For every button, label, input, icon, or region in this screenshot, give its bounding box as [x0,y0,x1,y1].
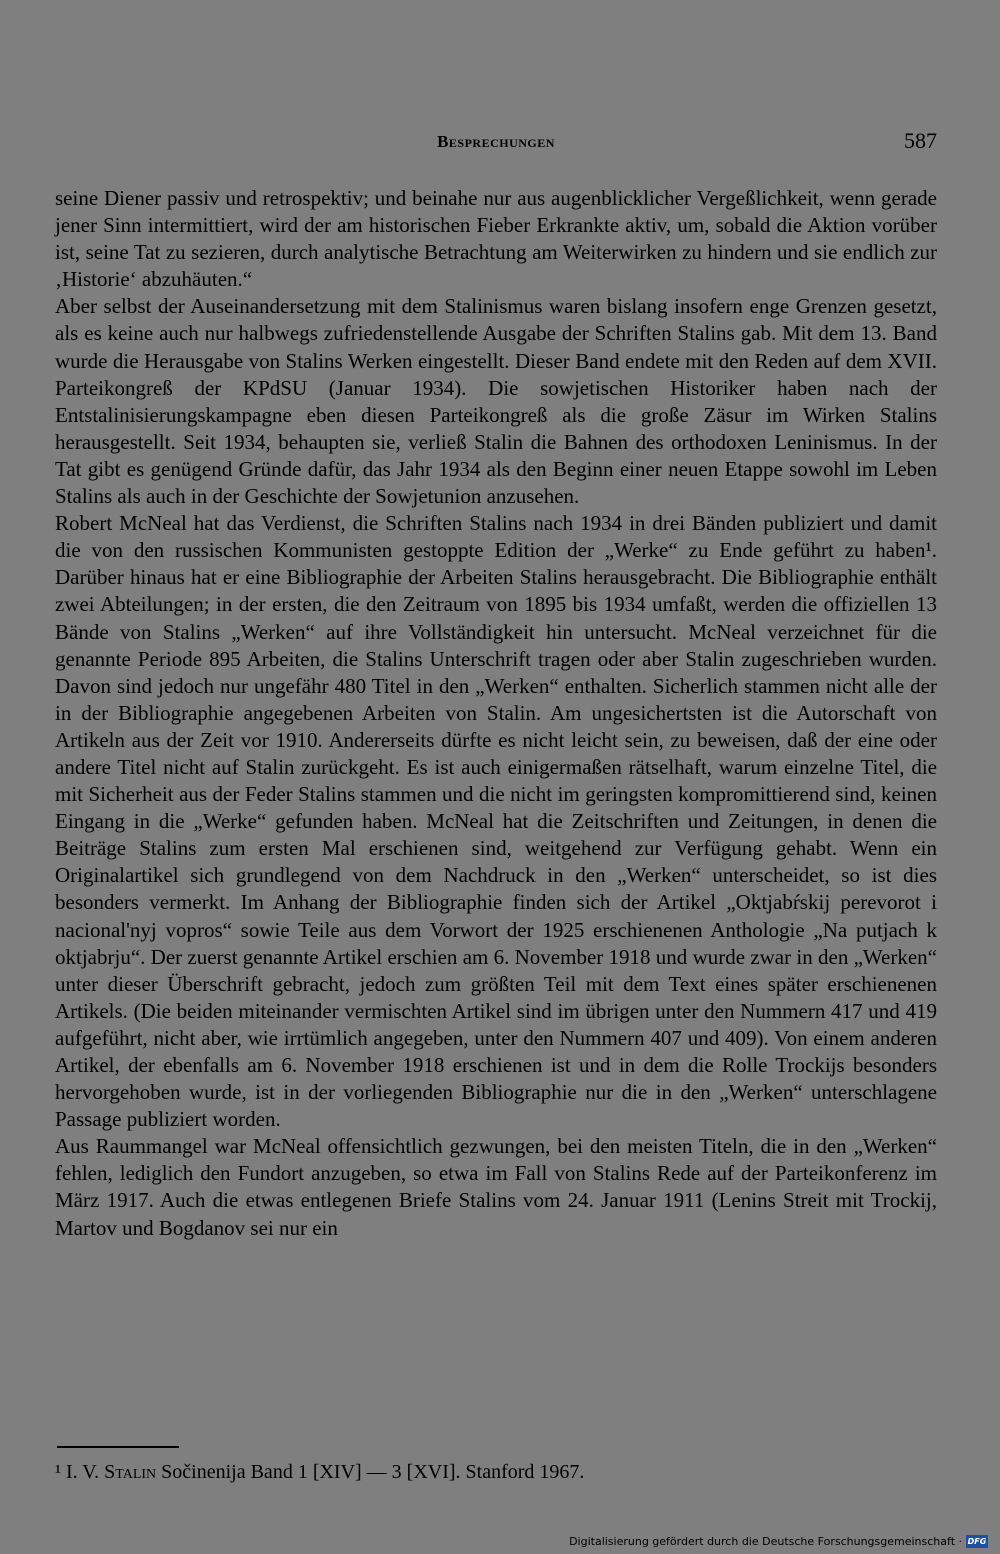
dfg-logo-icon: DFG [967,1536,987,1546]
footnote [55,1459,584,1485]
running-head: Besprechungen [437,132,555,151]
page-number: 587 [904,128,937,153]
paragraph: Aus Raummangel war McNeal offensichtlich gezwungen, bei den meisten Titeln, die in den „Werken“ fehlen, lediglich den Fundort anzugeben, so etwa im Fall von Stalins Rede auf der Parteikonferenz im März 1917. Auch die etwas entlegenen Briefe Stalins vom 24. Januar 1911 (Lenins Streit mit Trockij, Martov und Bogdanov sei nur ein [55,1134,937,1240]
paragraph: seine Diener passiv und retrospektiv; und beinahe nur aus augenblicklicher Vergeßlichkeit, wenn gerade jener Sinn intermittiert, wird der am historischen Fieber Erkrankte aktiv, um, sobald die Aktion vorüber ist, seine Tat zu sezieren, durch analytische Betrachtung am Weiterwirken zu hindern und sie endlich zur ‚Historie‘ abzuhäuten.“ [55,186,937,292]
body-text [55,185,937,1242]
digitization-watermark [569,1530,988,1552]
watermark-text: Digitalisierung gefördert durch die Deutsche Forschungsgemeinschaft · [569,1534,962,1548]
paragraph: Aber selbst der Auseinandersetzung mit dem Stalinismus waren bislang insofern enge Grenzen gesetzt, als es keine auch nur halbwegs zufriedenstellende Ausgabe der Schriften Stalins gab. Mit dem 13. Band wurde die Herausgabe von Stalins Werken eingestellt. Dieser Band endete mit den Reden auf dem XVII. Parteikongreß der KPdSU (Januar 1934). Die sowjetischen Historiker haben nach der Entstalinisierungskampagne eben diesen Parteikongreß als die große Zäsur im Wirken Stalins herausgestellt. Seit 1934, behaupten sie, verließ Stalin die Bahnen des orthodoxen Leninismus. In der Tat gibt es genügend Gründe dafür, das Jahr 1934 als den Beginn einer neuen Etappe sowohl im Leben Stalins als auch in der Geschichte der Sowjetunion anzusehen. [55,294,937,509]
page-header [55,128,937,158]
footnote-author-name: Stalin [104,1461,157,1483]
footnote-marker: ¹ [55,1461,61,1483]
paragraph: Robert McNeal hat das Verdienst, die Schriften Stalins nach 1934 in drei Bänden publiziert und damit die von den russischen Kommunisten gestoppte Edition der „Werke“ zu Ende geführt zu haben¹. Darüber hinaus hat er eine Bibliographie der Arbeiten Stalins herausgebracht. Die Bibliographie enthält zwei Abteilungen; in der ersten, die den Zeitraum von 1895 bis 1934 umfaßt, werden die offiziellen 13 Bände von Stalins „Werken“ auf ihre Vollständigkeit hin untersucht. McNeal verzeichnet für die genannte Periode 895 Arbeiten, die Stalins Unterschrift tragen oder aber Stalin zugeschrieben wurden. Davon sind jedoch nur ungefähr 480 Titel in den „Werken“ enthalten. Sicherlich stammen nicht alle der in der Bibliographie angegebenen Arbeiten von Stalin. Am ungesichertsten ist die Autorschaft von Artikeln aus der Zeit vor 1910. Andererseits dürfte es nicht leicht sein, zu beweisen, daß der eine oder andere Titel nicht auf Stalin zurückgeht. Es ist auch einigermaßen rätselhaft, warum einzelne Titel, die mit Sicherheit aus der Feder Stalins stammen und die nicht im geringsten kompromittierend sind, keinen Eingang in die „Werke“ gefunden haben. McNeal hat die Zeitschriften und Zeitungen, in denen die Beiträge Stalins zum ersten Mal erschienen sind, weitgehend zur Verfügung gehabt. Wenn ein Originalartikel sich grundlegend von dem Nachdruck in den „Werken“ unterscheidet, so ist dies besonders vermerkt. Im Anhang der Bibliographie finden sich der Artikel „Oktjabŕskij perevorot i nacional'nyj vopros“ sowie Teile aus dem Vorwort der 1925 erschienenen Anthologie „Na putjach k oktjabrju“. Der zuerst genannte Artikel erschien am 6. November 1918 und wurde zwar in den „Werken“ unter dieser Überschrift gebracht, jedoch zum größten Teil mit dem Text eines später erschienenen Artikels. (Die beiden miteinander vermischten Artikel sind im übrigen unter den Nummern 417 und 419 aufgeführt, nicht aber, wie irrtümlich angegeben, unter den Nummern 407 und 409). Von einem anderen Artikel, der ebenfalls am 6. November 1918 erschienen ist und in dem die Rolle Trockijs besonders hervorgehoben wurde, ist in der vorliegenden Bibliographie nur die in den „Werken“ unterschlagene Passage publiziert worden. [55,511,937,1132]
footnote-divider [57,1446,179,1448]
footnote-text: Sočinenija Band 1 [XIV] — 3 [XVI]. Stanford 1967. [161,1461,585,1483]
footnote-author-initials: I. V. [66,1461,100,1483]
